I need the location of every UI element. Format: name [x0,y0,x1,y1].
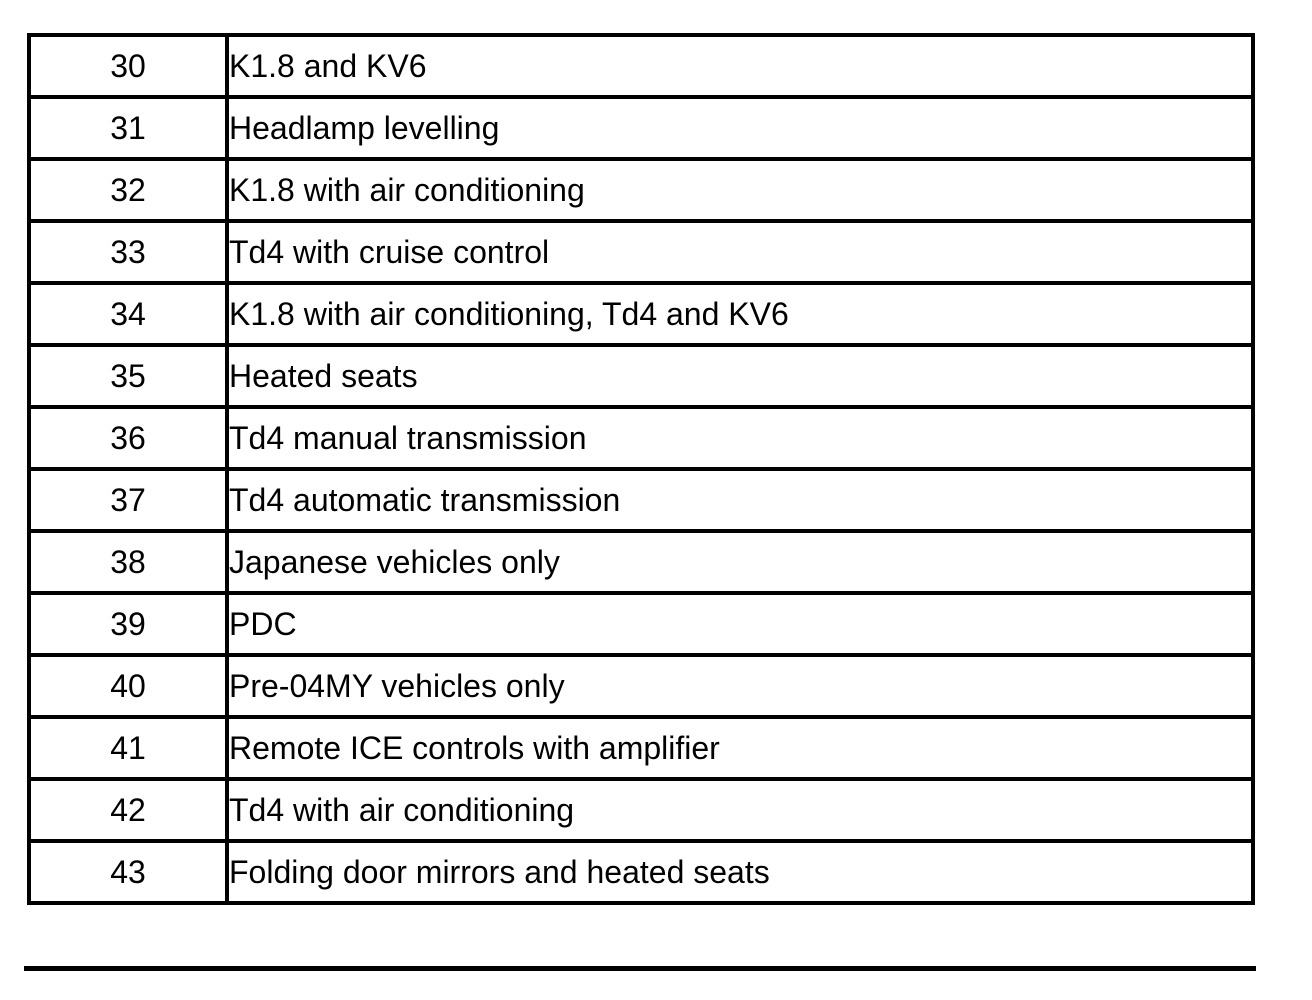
row-description-cell: K1.8 with air conditioning [227,159,1253,221]
row-description-cell: Td4 manual transmission [227,407,1253,469]
row-number-cell: 33 [29,221,227,283]
row-description-cell: Pre-04MY vehicles only [227,655,1253,717]
row-description-cell: Remote ICE controls with amplifier [227,717,1253,779]
table-row [29,159,1253,221]
table-bottom-rule [24,966,1256,971]
table-row [29,717,1253,779]
row-number-cell: 37 [29,469,227,531]
table-row [29,97,1253,159]
table-row [29,469,1253,531]
row-number-cell: 34 [29,283,227,345]
row-description-cell: Td4 with cruise control [227,221,1253,283]
row-description-cell: K1.8 with air conditioning, Td4 and KV6 [227,283,1253,345]
table-row [29,779,1253,841]
row-number-cell: 40 [29,655,227,717]
fuse-usage-table [27,33,1255,905]
table-row [29,221,1253,283]
row-number-cell: 41 [29,717,227,779]
table-row [29,593,1253,655]
table-row [29,407,1253,469]
row-number-cell: 39 [29,593,227,655]
row-number-cell: 30 [29,35,227,97]
row-number-cell: 36 [29,407,227,469]
row-number-cell: 42 [29,779,227,841]
row-description-cell: PDC [227,593,1253,655]
fuse-usage-table-container [27,33,1255,905]
table-row [29,345,1253,407]
row-description-cell: Heated seats [227,345,1253,407]
row-number-cell: 35 [29,345,227,407]
row-description-cell: K1.8 and KV6 [227,35,1253,97]
row-number-cell: 38 [29,531,227,593]
row-description-cell: Headlamp levelling [227,97,1253,159]
table-row [29,655,1253,717]
row-number-cell: 31 [29,97,227,159]
row-description-cell: Td4 automatic transmission [227,469,1253,531]
row-number-cell: 43 [29,841,227,903]
row-description-cell: Folding door mirrors and heated seats [227,841,1253,903]
table-row [29,35,1253,97]
row-description-cell: Td4 with air conditioning [227,779,1253,841]
table-row [29,841,1253,903]
row-number-cell: 32 [29,159,227,221]
table-row [29,531,1253,593]
table-body [29,35,1253,903]
row-description-cell: Japanese vehicles only [227,531,1253,593]
table-row [29,283,1253,345]
